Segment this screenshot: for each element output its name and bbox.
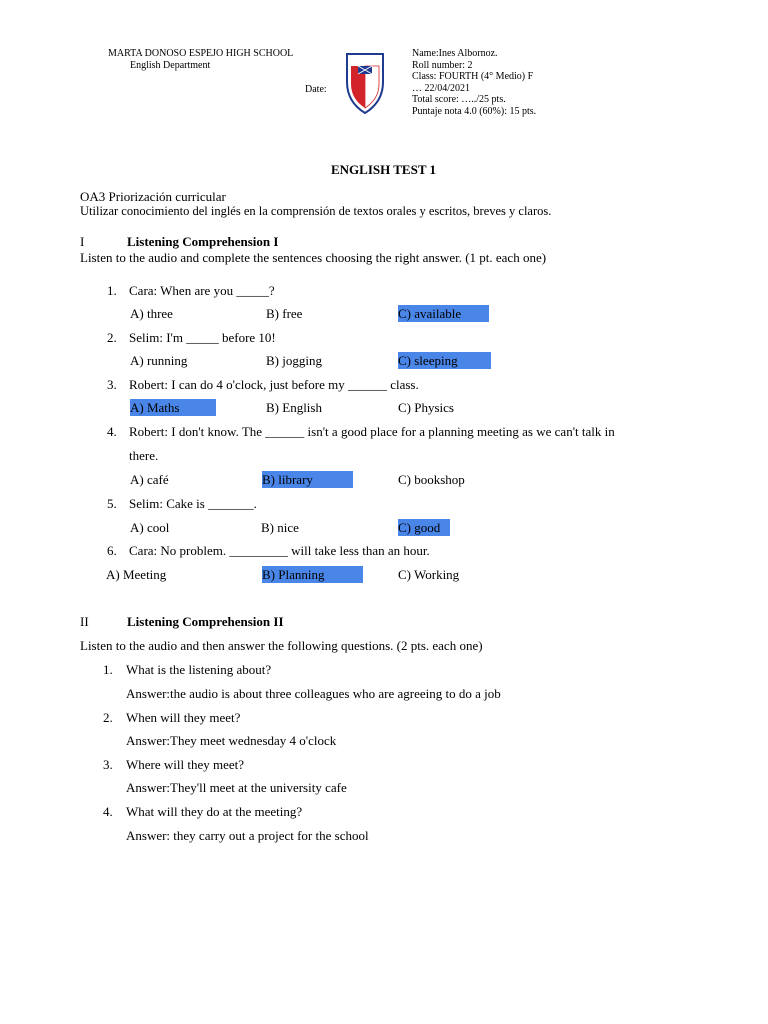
q3-number: 3. bbox=[107, 377, 117, 392]
roll-number: Roll number: 2 bbox=[412, 59, 473, 71]
section2-title: Listening Comprehension II bbox=[127, 614, 284, 629]
test-title: ENGLISH TEST 1 bbox=[331, 162, 437, 177]
q1-number: 1. bbox=[107, 283, 117, 298]
q2-option-c-selected[interactable]: C) sleeping bbox=[398, 352, 491, 369]
q4-number: 4. bbox=[107, 424, 117, 439]
s2-q4-number: 4. bbox=[103, 804, 113, 819]
q5-text: Selim: Cake is _______. bbox=[129, 496, 257, 511]
section1-title: Listening Comprehension I bbox=[127, 234, 279, 249]
class-info: Class: FOURTH (4° Medio) F bbox=[412, 71, 534, 82]
q5-option-c-selected[interactable]: C) good bbox=[398, 519, 450, 536]
date-value: … 22/04/2021 bbox=[412, 82, 471, 94]
q2-number: 2. bbox=[107, 330, 117, 345]
q1-option-a[interactable]: A) three bbox=[130, 306, 173, 321]
s2-q4-answer: Answer: they carry out a project for the school bbox=[126, 828, 369, 843]
department-name: English Department bbox=[130, 60, 211, 71]
section2-instruction: Listen to the audio and then answer the following questions. (2 pts. each one) bbox=[80, 638, 483, 653]
q1-text: Cara: When are you _____? bbox=[129, 283, 275, 298]
q6-option-a[interactable]: A) Meeting bbox=[106, 567, 167, 582]
q4-option-a[interactable]: A) café bbox=[130, 472, 169, 487]
section1-instruction: Listen to the audio and complete the sentences choosing the right answer. (1 pt. each one) bbox=[80, 250, 547, 265]
q5-option-a[interactable]: A) cool bbox=[130, 520, 170, 535]
section2-number: II bbox=[80, 614, 89, 629]
school-name: MARTA DONOSO ESPEJO HIGH SCHOOL bbox=[108, 48, 294, 59]
passing-score: Puntaje nota 4.0 (60%): 15 pts. bbox=[412, 105, 537, 117]
q3-option-b[interactable]: B) English bbox=[266, 400, 322, 415]
q4-text: Robert: I don't know. The ______ isn't a good place for a planning meeting as we can't talk in bbox=[129, 424, 615, 439]
q5-number: 5. bbox=[107, 496, 117, 511]
s2-q1-number: 1. bbox=[103, 662, 113, 677]
q3-text: Robert: I can do 4 o'clock, just before my ______ class. bbox=[129, 377, 419, 392]
student-name: Name:Ines Albornoz. bbox=[412, 48, 498, 59]
s2-q2-number: 2. bbox=[103, 710, 113, 725]
s2-q4-text: What will they do at the meeting? bbox=[126, 804, 303, 819]
objective-code: OA3 Priorización curricular bbox=[80, 189, 226, 204]
q4-option-c[interactable]: C) bookshop bbox=[398, 472, 465, 487]
q6-option-b-selected[interactable]: B) Planning bbox=[262, 566, 363, 583]
s2-q1-answer: Answer:the audio is about three colleagues who are agreeing to do a job bbox=[126, 686, 501, 701]
section1-number: I bbox=[80, 234, 85, 249]
q2-text: Selim: I'm _____ before 10! bbox=[129, 330, 276, 345]
date-label: Date: bbox=[305, 84, 327, 95]
s2-q2-text: When will they meet? bbox=[126, 710, 241, 725]
s2-q3-text: Where will they meet? bbox=[126, 757, 245, 772]
q6-number: 6. bbox=[107, 543, 117, 558]
s2-q3-number: 3. bbox=[103, 757, 113, 772]
q1-option-c-selected[interactable]: C) available bbox=[398, 305, 489, 322]
total-score: Total score: …../25 pts. bbox=[412, 94, 506, 105]
q2-option-a[interactable]: A) running bbox=[130, 353, 188, 368]
q6-option-c[interactable]: C) Working bbox=[398, 567, 460, 582]
s2-q1-text: What is the listening about? bbox=[126, 662, 272, 677]
s2-q2-answer: Answer:They meet wednesday 4 o'clock bbox=[126, 733, 337, 748]
objective-text: Utilizar conocimiento del inglés en la comprensión de textos orales y escritos, breves y claros. bbox=[80, 204, 552, 218]
q6-text: Cara: No problem. _________ will take less than an hour. bbox=[129, 543, 430, 558]
q4-option-b-selected[interactable]: B) library bbox=[262, 471, 353, 488]
q4-text-continued: there. bbox=[129, 448, 159, 463]
q1-option-b[interactable]: B) free bbox=[266, 306, 303, 321]
school-crest-logo bbox=[346, 52, 384, 114]
q2-option-b[interactable]: B) jogging bbox=[266, 353, 322, 368]
q3-option-c[interactable]: C) Physics bbox=[398, 400, 454, 415]
q3-option-a-selected[interactable]: A) Maths bbox=[130, 399, 216, 416]
s2-q3-answer: Answer:They'll meet at the university cafe bbox=[126, 780, 347, 795]
q5-option-b[interactable]: B) nice bbox=[261, 520, 299, 535]
